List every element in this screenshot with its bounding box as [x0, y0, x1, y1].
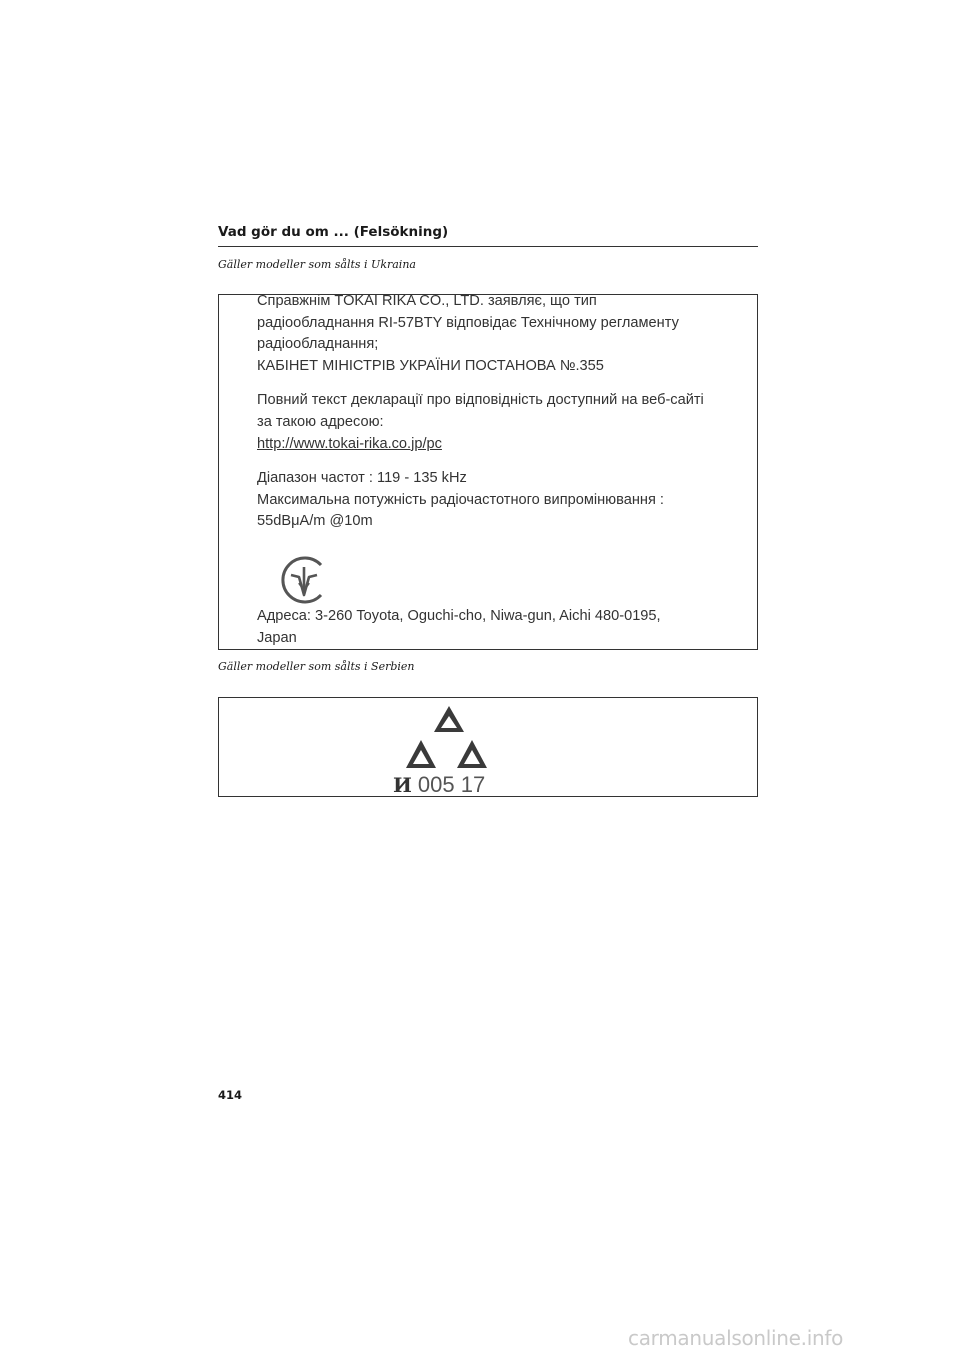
regulation-line: КАБІНЕТ МІНІСТРІВ УКРАЇНИ ПОСТАНОВА №.355 [257, 357, 604, 374]
declaration-line: радіообладнання RI-57BTY відповідає Технічному регламенту [257, 314, 679, 331]
max-power-line: Максимальна потужність радіочастотного випромінювання : [257, 491, 664, 508]
ukraine-declaration-box [218, 294, 758, 650]
ukrainian-conformity-mark-icon [277, 553, 331, 607]
max-power-value: 55dBμA/m @10m [257, 513, 373, 530]
address-line: Japan [257, 629, 297, 646]
manufacturer-address [257, 606, 707, 649]
ukraine-declaration-text [257, 291, 737, 533]
serbia-approval-code [393, 772, 485, 798]
declaration-line: радіообладнання; [257, 336, 379, 353]
site-watermark: carmanualsonline.info [628, 1326, 844, 1350]
serbia-code-number: 005 17 [417, 772, 486, 797]
page-number: 414 [218, 1088, 243, 1102]
section-title: Vad gör du om ... (Felsökning) [218, 224, 758, 247]
serbian-triple-triangle-mark-icon [394, 702, 504, 772]
frequency-range-line: Діапазон частот : 119 - 135 kHz [257, 470, 467, 487]
declaration-line: Справжнім TOKAI RIKA CO., LTD. заявляє, що тип [257, 293, 597, 309]
serbia-mark-box [218, 697, 758, 797]
declaration-url-link[interactable]: http://www.tokai-rika.co.jp/pc [257, 435, 442, 452]
serbia-code-letter: И [393, 773, 412, 797]
declaration-line: Повний текст декларації про відповідність доступний на веб-сайті [257, 392, 704, 409]
declaration-line: за такою адресою: [257, 413, 384, 430]
address-line: Адреса: 3-260 Toyota, Oguchi-cho, Niwa-gun, Aichi 480-0195, [257, 608, 661, 624]
ukraine-subheading: Gäller modeller som sålts i Ukraina [218, 258, 416, 271]
serbia-subheading: Gäller modeller som sålts i Serbien [218, 660, 415, 673]
